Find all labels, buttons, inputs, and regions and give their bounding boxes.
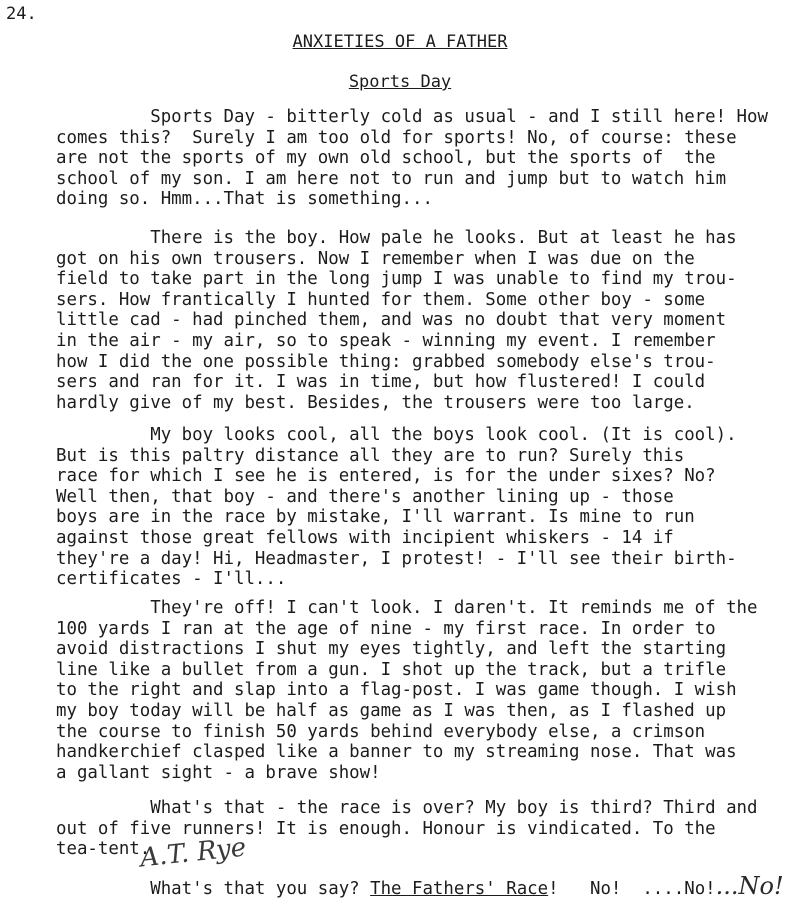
paragraph-1: Sports Day - bitterly cold as usual - and I still here! How comes this? Surely I am too old for sports! No, of course: these are not the sports of my own old school, but the sports of the school of my son. I am here not to run and jump but to watch him doing so. Hmm...That is something... bbox=[56, 107, 768, 210]
paragraph-4: They're off! I can't look. I daren't. It reminds me of the 100 yards I ran at the age of nine - my first race. In order to avoid distractions I shut my eyes tightly, and left the starting line like a bullet from a gun. I shot up the track, but a trifle to the right and slap into a flag-post. I was game though. I wish my boy today will be half as game as I was then, as I flashed up the course to finish 50 yards behind everybody else, a crimson handkerchief clasped like a banner to my streaming nose. That was a gallant sight - a brave show! bbox=[56, 598, 758, 783]
paragraph-3: My boy looks cool, all the boys look cool. (It is cool). But is this paltry distance all they are to run? Surely this race for which I see he is entered, is for the under sixes? No? Well then, that boy - and there's another lining up - those boys are in the race by mistake, I'll warrant. Is mine to run against those great fellows with incipient whiskers - 14 if they're a day! Hi, Headmaster, I protest! - I'll see their birth- certificates - I'll... bbox=[56, 425, 737, 590]
paragraph-2: There is the boy. How pale he looks. But at least he has got on his own trousers. Now I remember when I was due on the field to take part in the long jump I was unable to find my trou- sers. How frantically I hunted for them. Some other boy - some little cad - had pinched them, and was no doubt that very moment in the air - my air, so to speak - winning my event. I remember how I did the one possible thing: grabbed somebody else's trou- sers and ran for it. I was in time, but how flustered! I could hardly give of my best. Besides, the trousers were too large. bbox=[56, 228, 737, 413]
paragraph-5: What's that - the race is over? My boy is third? Third and out of five runners! It is enough. Honour is vindicated. To the tea-tent. bbox=[56, 798, 758, 860]
final-line-prefix: What's that you say? bbox=[56, 879, 371, 899]
page-number: 24. bbox=[6, 4, 37, 24]
final-line bbox=[56, 872, 786, 900]
final-line-suffix: ! No! ....No! bbox=[548, 879, 716, 899]
handwritten-no: ...No! bbox=[715, 872, 784, 900]
fathers-race-underlined: The Fathers' Race bbox=[370, 879, 549, 899]
article-title: ANXIETIES OF A FATHER bbox=[292, 32, 508, 52]
article-subtitle: Sports Day bbox=[348, 72, 452, 92]
handwritten-signature: A.T. Rye bbox=[138, 832, 248, 874]
